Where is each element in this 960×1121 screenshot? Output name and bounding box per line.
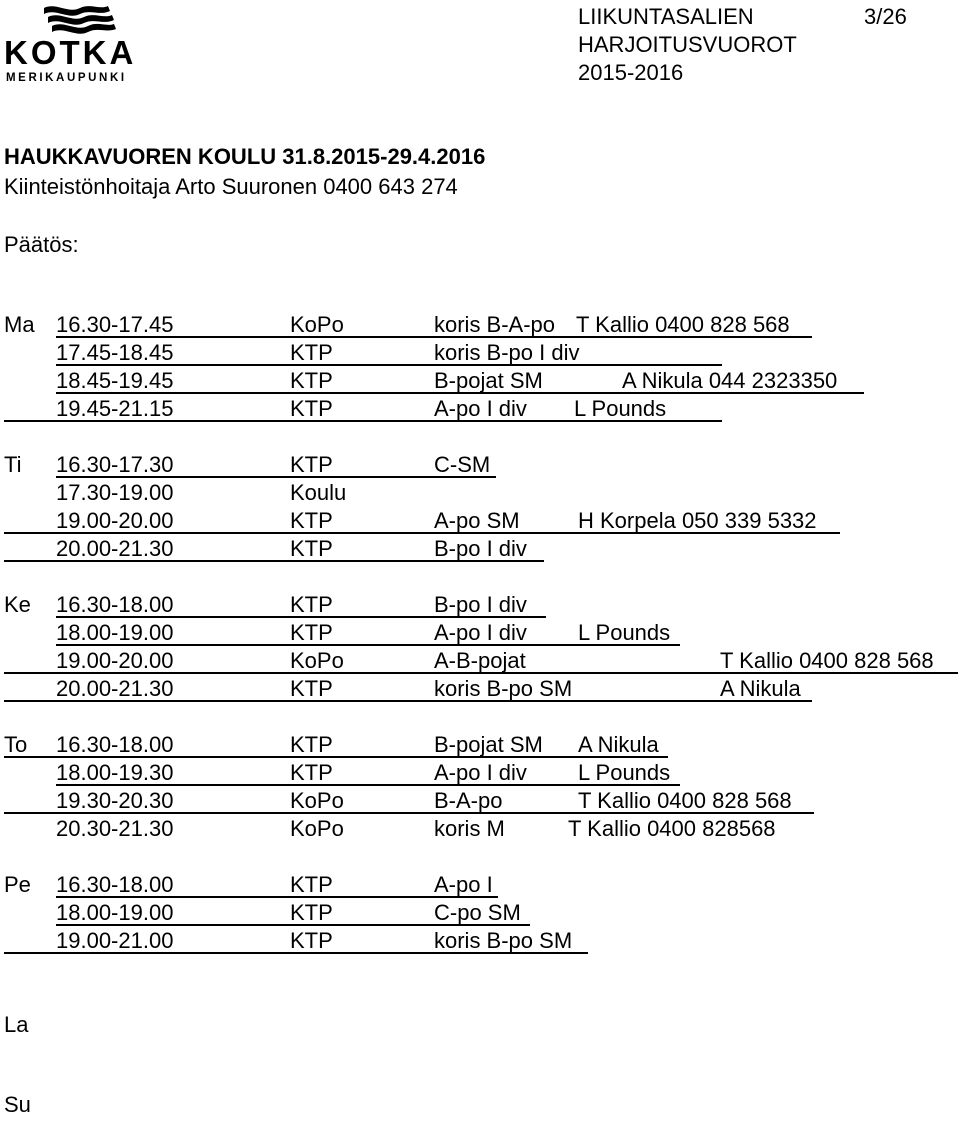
group-name: B-po I div bbox=[434, 592, 527, 617]
club-name: KTP bbox=[290, 760, 333, 785]
time-slot: 16.30-18.00 bbox=[56, 872, 174, 897]
row-underline bbox=[4, 812, 814, 814]
group-name: A-po I bbox=[434, 872, 493, 897]
page-number: 3/26 bbox=[864, 4, 907, 29]
group-name: B-pojat SM bbox=[434, 732, 543, 757]
row-underline bbox=[56, 644, 680, 646]
club-name: KTP bbox=[290, 592, 333, 617]
logo-wordmark: KOTKA bbox=[4, 34, 137, 71]
club-name: KoPo bbox=[290, 312, 344, 337]
row-underline bbox=[56, 476, 496, 478]
row-underline bbox=[4, 952, 588, 954]
group-name: koris B-A-po bbox=[434, 312, 556, 337]
club-name: KTP bbox=[290, 928, 333, 953]
time-slot: 17.30-19.00 bbox=[56, 480, 174, 505]
time-slot: 19.30-20.30 bbox=[56, 788, 174, 813]
row-underline bbox=[56, 336, 812, 338]
row-underline bbox=[56, 784, 680, 786]
group-name: koris B-po I div bbox=[434, 340, 580, 365]
row-underline bbox=[4, 756, 668, 758]
contact-person: T Kallio 0400 828 568 bbox=[720, 648, 934, 673]
day-label: Ma bbox=[4, 312, 35, 337]
group-name: A-po I div bbox=[434, 620, 527, 645]
club-name: KoPo bbox=[290, 788, 344, 813]
row-underline bbox=[4, 672, 958, 674]
club-name: KTP bbox=[290, 340, 333, 365]
time-slot: 16.30-17.45 bbox=[56, 312, 174, 337]
row-underline bbox=[56, 392, 864, 394]
group-name: koris B-po SM bbox=[434, 676, 573, 701]
row-underline bbox=[56, 896, 498, 898]
header-line-3: 2015-2016 bbox=[578, 60, 684, 85]
club-name: Koulu bbox=[290, 480, 347, 505]
time-slot: 16.30-17.30 bbox=[56, 452, 174, 477]
contact-person: A Nikula 044 2323350 bbox=[622, 368, 838, 393]
group-name: koris M bbox=[434, 816, 505, 841]
group-name: B-pojat SM bbox=[434, 368, 543, 393]
time-slot: 18.45-19.45 bbox=[56, 368, 174, 393]
time-slot: 19.45-21.15 bbox=[56, 396, 174, 421]
club-name: KTP bbox=[290, 676, 333, 701]
time-slot: 19.00-20.00 bbox=[56, 648, 174, 673]
row-underline bbox=[56, 616, 546, 618]
group-name: A-po I div bbox=[434, 760, 527, 785]
header-line-2: HARJOITUSVUOROT bbox=[578, 32, 797, 57]
time-slot: 18.00-19.30 bbox=[56, 760, 174, 785]
contact-person: L Pounds bbox=[578, 760, 671, 785]
time-slot: 20.00-21.30 bbox=[56, 536, 174, 561]
day-label: Su bbox=[4, 1092, 31, 1117]
club-name: KTP bbox=[290, 872, 333, 897]
day-label: La bbox=[4, 1012, 29, 1037]
time-slot: 17.45-18.45 bbox=[56, 340, 174, 365]
time-slot: 18.00-19.00 bbox=[56, 620, 174, 645]
club-name: KTP bbox=[290, 452, 333, 477]
group-name: koris B-po SM bbox=[434, 928, 573, 953]
row-underline bbox=[4, 700, 812, 702]
group-name: A-B-pojat bbox=[434, 648, 526, 673]
row-underline bbox=[4, 532, 840, 534]
contact-person: H Korpela 050 339 5332 bbox=[578, 508, 817, 533]
group-name: A-po SM bbox=[434, 508, 520, 533]
contact-person: T Kallio 0400 828568 bbox=[568, 816, 776, 841]
time-slot: 16.30-18.00 bbox=[56, 732, 174, 757]
contact-person: A Nikula bbox=[578, 732, 659, 757]
day-label: Pe bbox=[4, 872, 31, 897]
time-slot: 20.30-21.30 bbox=[56, 816, 174, 841]
contact-person: L Pounds bbox=[574, 396, 667, 421]
contact-person: L Pounds bbox=[578, 620, 671, 645]
club-name: KTP bbox=[290, 620, 333, 645]
day-label: Ti bbox=[4, 452, 22, 477]
group-name: C-po SM bbox=[434, 900, 521, 925]
time-slot: 16.30-18.00 bbox=[56, 592, 174, 617]
club-name: KTP bbox=[290, 732, 333, 757]
row-underline bbox=[56, 364, 722, 366]
club-name: KoPo bbox=[290, 648, 344, 673]
time-slot: 19.00-20.00 bbox=[56, 508, 174, 533]
contact-person: T Kallio 0400 828 568 bbox=[576, 312, 790, 337]
group-name: C-SM bbox=[434, 452, 491, 477]
contact-person: T Kallio 0400 828 568 bbox=[578, 788, 792, 813]
header-line-1: LIIKUNTASALIEN bbox=[578, 4, 754, 29]
row-underline bbox=[56, 924, 530, 926]
time-slot: 19.00-21.00 bbox=[56, 928, 174, 953]
time-slot: 20.00-21.30 bbox=[56, 676, 174, 701]
time-slot: 18.00-19.00 bbox=[56, 900, 174, 925]
contact-person: A Nikula bbox=[720, 676, 801, 701]
group-name: A-po I div bbox=[434, 396, 527, 421]
group-name: B-A-po bbox=[434, 788, 503, 813]
venue-title: HAUKKAVUOREN KOULU 31.8.2015-29.4.2016 bbox=[4, 144, 486, 169]
row-underline bbox=[4, 420, 722, 422]
club-name: KTP bbox=[290, 536, 333, 561]
club-name: KoPo bbox=[290, 816, 344, 841]
day-label: To bbox=[4, 732, 28, 757]
row-underline bbox=[4, 560, 544, 562]
day-label: Ke bbox=[4, 592, 31, 617]
club-name: KTP bbox=[290, 368, 333, 393]
caretaker-contact: Kiinteistönhoitaja Arto Suuronen 0400 643 274 bbox=[4, 174, 458, 199]
group-name: B-po I div bbox=[434, 536, 527, 561]
logo-subtitle: MERIKAUPUNKI bbox=[6, 72, 127, 84]
club-name: KTP bbox=[290, 900, 333, 925]
decision-label: Päätös: bbox=[4, 232, 79, 257]
club-name: KTP bbox=[290, 396, 333, 421]
club-name: KTP bbox=[290, 508, 333, 533]
